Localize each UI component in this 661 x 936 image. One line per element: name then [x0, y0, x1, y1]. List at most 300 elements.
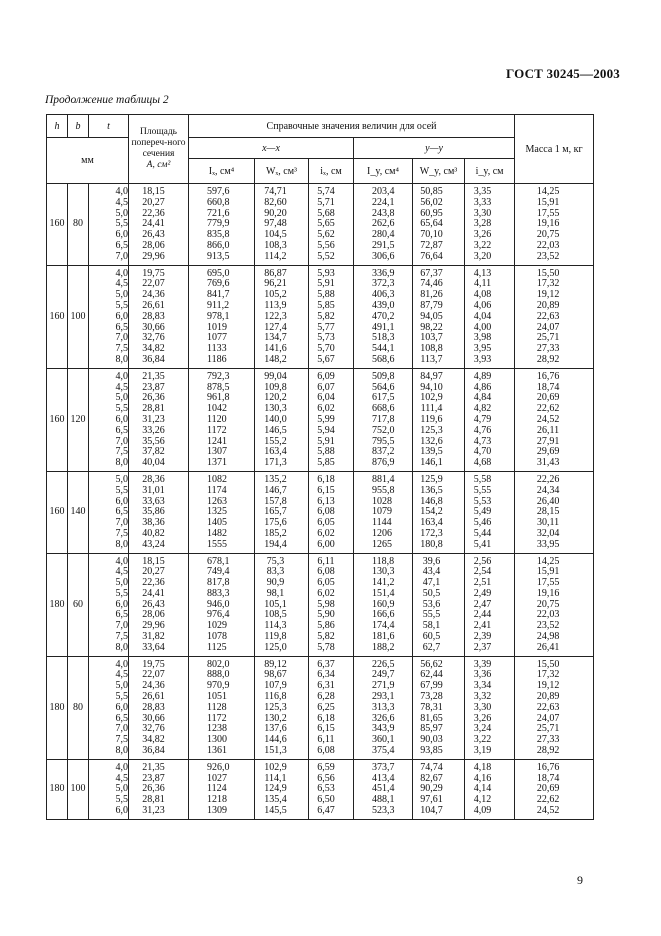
value-t: 7,5: [115, 446, 128, 458]
value-t: 7,5: [115, 734, 128, 746]
value-wy: 82,67: [420, 772, 443, 784]
value-wy: 81,26: [420, 289, 443, 301]
value-t: 4,0: [115, 555, 128, 567]
value-iy: 118,8: [372, 555, 395, 567]
value-wy: 136,5: [420, 484, 443, 496]
value-wy: 98,22: [420, 321, 443, 333]
value-ry: 3,22: [473, 239, 492, 251]
value-rx: 5,91: [317, 435, 335, 447]
value-m: 22,62: [536, 403, 560, 415]
value-rx: 6,08: [317, 745, 335, 757]
value-ix: 1051: [207, 691, 227, 703]
value-iy: 1079: [372, 506, 392, 518]
value-ix: 1555: [207, 538, 227, 550]
value-a: 40,04: [142, 457, 165, 469]
value-wy: 113,7: [420, 353, 443, 365]
value-m: 15,50: [536, 658, 560, 670]
value-ry: 4,68: [473, 457, 492, 469]
value-m: 22,63: [536, 701, 560, 713]
value-t: 6,5: [115, 424, 128, 436]
value-wx: 194,4: [264, 538, 287, 550]
col-b-header: b: [68, 115, 89, 138]
value-wy: 97,61: [420, 794, 443, 806]
value-t: 5,0: [115, 680, 128, 692]
value-t: 6,0: [115, 701, 128, 713]
cell-m: [515, 471, 594, 553]
cell-b: 140: [68, 471, 89, 553]
cell-wy: [413, 553, 465, 656]
value-a: 28,83: [142, 310, 165, 322]
value-wy: 62,44: [420, 669, 443, 681]
cell-m: [515, 553, 594, 656]
value-m: 32,04: [536, 527, 560, 539]
cell-rx: [309, 759, 354, 819]
value-rx: 6,00: [317, 538, 335, 550]
value-t: 7,0: [115, 435, 128, 447]
cell-wy: [413, 368, 465, 471]
value-wx: 107,9: [264, 680, 287, 692]
value-a: 28,81: [142, 403, 165, 415]
value-a: 29,96: [142, 250, 165, 262]
value-wy: 60,5: [422, 631, 441, 643]
value-wx: 86,87: [264, 267, 287, 279]
value-iy: 568,6: [372, 353, 395, 365]
cell-iy: [354, 656, 413, 759]
value-ix: 779,9: [207, 218, 230, 230]
value-rx: 5,52: [317, 250, 335, 262]
cell-wy: [413, 656, 465, 759]
value-m: 22,63: [536, 310, 560, 322]
value-ix: 597,6: [207, 186, 230, 197]
value-a: 32,76: [142, 332, 165, 344]
value-t: 4,0: [115, 658, 128, 670]
cell-b: 100: [68, 759, 89, 819]
value-t: 7,0: [115, 517, 128, 529]
value-a: 40,82: [142, 527, 165, 539]
value-wy: 94,10: [420, 381, 443, 393]
value-wx: 89,12: [264, 658, 287, 670]
value-a: 28,06: [142, 609, 165, 621]
value-m: 28,92: [536, 353, 560, 365]
value-ix: 678,1: [207, 555, 230, 567]
value-wx: 171,3: [264, 457, 287, 469]
value-iy: 372,3: [372, 278, 395, 290]
value-t: 4,0: [115, 186, 128, 197]
value-rx: 6,15: [317, 723, 335, 735]
value-rx: 6,02: [317, 527, 335, 539]
value-m: 23,52: [536, 250, 560, 262]
cell-h: 180: [47, 553, 68, 656]
value-ry: 4,06: [473, 299, 492, 311]
value-iy: 564,6: [372, 381, 395, 393]
value-a: 20,27: [142, 196, 165, 208]
value-rx: 5,74: [317, 186, 335, 197]
value-t: 6,5: [115, 712, 128, 724]
cell-ry: [465, 471, 515, 553]
value-t: 4,5: [115, 278, 128, 290]
value-a: 24,41: [142, 587, 165, 599]
value-iy: 243,8: [372, 207, 395, 219]
value-m: 26,11: [536, 424, 560, 436]
cell-ry: [465, 553, 515, 656]
value-ry: 4,11: [473, 278, 492, 290]
value-ix: 976,4: [207, 609, 230, 621]
value-ix: 802,0: [207, 658, 230, 670]
col-ry-header: i_y, см: [465, 159, 515, 184]
value-ry: 3,95: [473, 343, 492, 355]
value-rx: 5,82: [317, 631, 335, 643]
value-ry: 3,26: [473, 229, 492, 241]
value-iy: 226,5: [372, 658, 395, 670]
value-t: 6,5: [115, 506, 128, 518]
value-m: 31,43: [536, 457, 560, 469]
value-iy: 413,4: [372, 772, 395, 784]
value-m: 20,69: [536, 783, 560, 795]
value-ry: 2,56: [473, 555, 492, 567]
value-wx: 96,21: [264, 278, 287, 290]
cell-ix: [189, 656, 255, 759]
value-ix: 1241: [207, 435, 227, 447]
value-iy: 188,2: [372, 641, 395, 653]
value-wx: 157,8: [264, 495, 287, 507]
value-iy: 955,8: [372, 484, 395, 496]
value-rx: 5,77: [317, 321, 335, 333]
value-t: 4,0: [115, 267, 128, 279]
value-ry: 3,36: [473, 669, 492, 681]
value-rx: 6,53: [317, 783, 335, 795]
value-iy: 336,9: [372, 267, 395, 279]
value-a: 23,87: [142, 381, 165, 393]
value-t: 8,0: [115, 745, 128, 757]
table-row: [47, 656, 594, 759]
value-iy: 313,3: [372, 701, 395, 713]
value-ry: 4,82: [473, 403, 492, 415]
value-ry: 5,41: [473, 538, 492, 550]
value-a: 22,07: [142, 278, 165, 290]
value-a: 36,84: [142, 745, 165, 757]
value-m: 14,25: [536, 186, 560, 197]
cell-wy: [413, 759, 465, 819]
cell-iy: [354, 471, 413, 553]
value-wx: 109,8: [264, 381, 287, 393]
value-wy: 90,29: [420, 783, 443, 795]
value-iy: 406,3: [372, 289, 395, 301]
value-t: 5,5: [115, 403, 128, 415]
col-wy-header: W_y, см³: [413, 159, 465, 184]
profile-table: [46, 114, 594, 820]
value-ry: 5,53: [473, 495, 492, 507]
value-ry: 4,89: [473, 370, 492, 382]
value-rx: 6,50: [317, 794, 335, 806]
cell-iy: [354, 368, 413, 471]
value-ix: 1371: [207, 457, 227, 469]
cell-wx: [255, 471, 309, 553]
value-a: 30,66: [142, 712, 165, 724]
value-wy: 56,62: [420, 658, 443, 670]
value-t: 5,0: [115, 289, 128, 301]
value-t: 7,0: [115, 723, 128, 735]
value-wx: 116,8: [264, 691, 287, 703]
cell-ry: [465, 265, 515, 368]
value-m: 22,26: [536, 473, 560, 485]
value-wy: 90,03: [420, 734, 443, 746]
value-rx: 5,56: [317, 239, 335, 251]
value-iy: 203,4: [372, 186, 395, 197]
value-ix: 1307: [207, 446, 227, 458]
value-ry: 2,54: [473, 566, 492, 578]
value-ix: 1238: [207, 723, 227, 735]
col-area-header: [129, 115, 189, 184]
value-ix: 1120: [207, 413, 227, 425]
value-t: 5,5: [115, 587, 128, 599]
value-wx: 125,0: [264, 641, 287, 653]
value-wy: 154,2: [420, 506, 443, 518]
value-a: 37,82: [142, 446, 165, 458]
value-iy: 439,0: [372, 299, 395, 311]
value-wy: 139,5: [420, 446, 443, 458]
value-t: 5,0: [115, 473, 128, 485]
value-ix: 841,7: [207, 289, 230, 301]
value-m: 27,33: [536, 343, 560, 355]
value-wy: 62,7: [422, 641, 441, 653]
value-wx: 90,20: [264, 207, 287, 219]
value-wy: 73,28: [420, 691, 443, 703]
value-m: 24,98: [536, 631, 560, 643]
value-wx: 163,4: [264, 446, 287, 458]
value-t: 4,0: [115, 761, 128, 773]
cell-wx: [255, 656, 309, 759]
value-ry: 3,22: [473, 734, 492, 746]
cell-wx: [255, 759, 309, 819]
value-rx: 6,02: [317, 587, 335, 599]
value-rx: 6,11: [317, 734, 335, 746]
value-a: 18,15: [142, 555, 165, 567]
cell-a: [129, 759, 189, 819]
cell-ix: [189, 368, 255, 471]
value-m: 24,07: [536, 712, 560, 724]
value-iy: 181,6: [372, 631, 395, 643]
value-m: 26,41: [536, 641, 560, 653]
cell-a: [129, 184, 189, 266]
value-rx: 5,88: [317, 446, 335, 458]
value-a: 22,07: [142, 669, 165, 681]
value-iy: 249,7: [372, 669, 395, 681]
value-a: 30,66: [142, 321, 165, 333]
value-wy: 85,97: [420, 723, 443, 735]
cell-ix: [189, 265, 255, 368]
value-rx: 6,25: [317, 701, 335, 713]
cell-h: 160: [47, 184, 68, 266]
value-ry: 3,26: [473, 712, 492, 724]
value-rx: 6,08: [317, 506, 335, 518]
value-ry: 4,73: [473, 435, 492, 447]
value-rx: 5,94: [317, 424, 335, 436]
value-rx: 6,11: [317, 555, 335, 567]
value-a: 29,96: [142, 620, 165, 632]
value-wx: 114,2: [264, 250, 287, 262]
value-iy: 881,4: [372, 473, 395, 485]
value-a: 28,06: [142, 239, 165, 251]
value-ix: 1125: [207, 641, 227, 653]
value-wy: 81,65: [420, 712, 443, 724]
value-ry: 2,44: [473, 609, 492, 621]
value-ry: 3,30: [473, 207, 492, 219]
cell-ry: [465, 368, 515, 471]
value-a: 31,82: [142, 631, 165, 643]
col-t-header: t: [89, 115, 129, 138]
value-wx: 90,9: [266, 577, 285, 589]
value-wy: 87,79: [420, 299, 443, 311]
value-iy: 343,9: [372, 723, 395, 735]
value-m: 25,71: [536, 723, 560, 735]
value-a: 26,43: [142, 229, 165, 241]
value-ix: 970,9: [207, 680, 230, 692]
value-t: 4,5: [115, 669, 128, 681]
area-title: Площадь попереч-ного сечения: [131, 127, 186, 159]
value-wx: 165,7: [264, 506, 287, 518]
value-ix: 1218: [207, 794, 227, 806]
value-m: 28,15: [536, 506, 560, 518]
value-ry: 3,93: [473, 353, 492, 365]
value-iy: 488,1: [372, 794, 395, 806]
value-iy: 306,6: [372, 250, 395, 262]
value-wy: 180,8: [420, 538, 443, 550]
cell-ry: [465, 184, 515, 266]
value-rx: 5,82: [317, 310, 335, 322]
value-rx: 6,37: [317, 658, 335, 670]
value-iy: 509,8: [372, 370, 395, 382]
value-ix: 1174: [207, 484, 227, 496]
value-t: 5,5: [115, 484, 128, 496]
value-iy: 280,4: [372, 229, 395, 241]
cell-a: [129, 471, 189, 553]
value-a: 38,36: [142, 517, 165, 529]
value-ry: 2,49: [473, 587, 492, 599]
value-ry: 5,58: [473, 473, 492, 485]
value-ry: 2,47: [473, 598, 492, 610]
value-iy: 1265: [372, 538, 392, 550]
value-a: 43,24: [142, 538, 165, 550]
value-a: 26,36: [142, 392, 165, 404]
value-wy: 50,5: [422, 587, 441, 599]
value-wx: 98,67: [264, 669, 287, 681]
value-rx: 5,90: [317, 609, 335, 621]
value-wx: 113,9: [264, 299, 287, 311]
value-m: 20,89: [536, 299, 560, 311]
value-m: 17,32: [536, 669, 560, 681]
value-ry: 3,32: [473, 691, 492, 703]
value-m: 24,52: [536, 413, 560, 425]
cell-iy: [354, 265, 413, 368]
cell-m: [515, 759, 594, 819]
value-rx: 6,07: [317, 381, 335, 393]
value-ry: 2,37: [473, 641, 492, 653]
value-rx: 6,05: [317, 577, 335, 589]
value-rx: 5,65: [317, 218, 335, 230]
cell-b: 80: [68, 184, 89, 266]
value-wy: 93,85: [420, 745, 443, 757]
value-iy: 174,4: [372, 620, 395, 632]
value-rx: 6,02: [317, 403, 335, 415]
value-wy: 132,6: [420, 435, 443, 447]
value-wy: 119,6: [420, 413, 443, 425]
value-t: 5,5: [115, 299, 128, 311]
value-ix: 1029: [207, 620, 227, 632]
value-wx: 97,48: [264, 218, 287, 230]
value-m: 28,92: [536, 745, 560, 757]
value-m: 27,91: [536, 435, 560, 447]
cell-a: [129, 368, 189, 471]
value-rx: 6,59: [317, 761, 335, 773]
value-a: 33,26: [142, 424, 165, 436]
value-ix: 1186: [207, 353, 227, 365]
value-a: 33,64: [142, 641, 165, 653]
value-a: 18,15: [142, 186, 165, 197]
value-iy: 752,0: [372, 424, 395, 436]
value-wx: 114,3: [264, 620, 287, 632]
value-wy: 58,1: [422, 620, 441, 632]
value-rx: 6,56: [317, 772, 335, 784]
value-ry: 4,84: [473, 392, 492, 404]
value-ix: 1482: [207, 527, 227, 539]
value-ix: 1133: [207, 343, 227, 355]
value-wx: 130,3: [264, 403, 287, 415]
value-rx: 5,99: [317, 413, 335, 425]
value-wy: 65,64: [420, 218, 443, 230]
value-wy: 102,9: [420, 392, 443, 404]
value-m: 14,25: [536, 555, 560, 567]
value-rx: 6,18: [317, 712, 335, 724]
value-wx: 141,6: [264, 343, 287, 355]
cell-b: 60: [68, 553, 89, 656]
value-iy: 837,2: [372, 446, 395, 458]
value-t: 6,0: [115, 413, 128, 425]
value-a: 34,82: [142, 343, 165, 355]
value-ix: 721,6: [207, 207, 230, 219]
value-iy: 491,1: [372, 321, 395, 333]
value-wy: 172,3: [420, 527, 443, 539]
value-wy: 111,4: [420, 403, 443, 415]
value-a: 34,82: [142, 734, 165, 746]
value-rx: 5,85: [317, 299, 335, 311]
cell-rx: [309, 368, 354, 471]
value-ry: 3,19: [473, 745, 492, 757]
value-wx: 148,2: [264, 353, 287, 365]
value-iy: 130,3: [372, 566, 395, 578]
value-ix: 1124: [207, 783, 227, 795]
cell-ix: [189, 184, 255, 266]
cell-b: 120: [68, 368, 89, 471]
value-ry: 3,34: [473, 680, 492, 692]
value-m: 15,91: [536, 566, 560, 578]
table-row: [47, 471, 594, 553]
value-m: 22,03: [536, 239, 560, 251]
value-a: 22,36: [142, 207, 165, 219]
value-iy: 373,7: [372, 761, 395, 773]
value-wy: 72,87: [420, 239, 443, 251]
value-wx: 146,7: [264, 484, 287, 496]
value-m: 24,52: [536, 805, 560, 817]
value-m: 26,40: [536, 495, 560, 507]
value-m: 22,03: [536, 609, 560, 621]
value-iy: 1144: [372, 517, 392, 529]
value-a: 26,36: [142, 783, 165, 795]
value-wy: 94,05: [420, 310, 443, 322]
value-wx: 175,6: [264, 517, 287, 529]
value-m: 22,62: [536, 794, 560, 806]
axis-x-header: x—x: [189, 138, 354, 159]
value-ry: 4,13: [473, 267, 492, 279]
